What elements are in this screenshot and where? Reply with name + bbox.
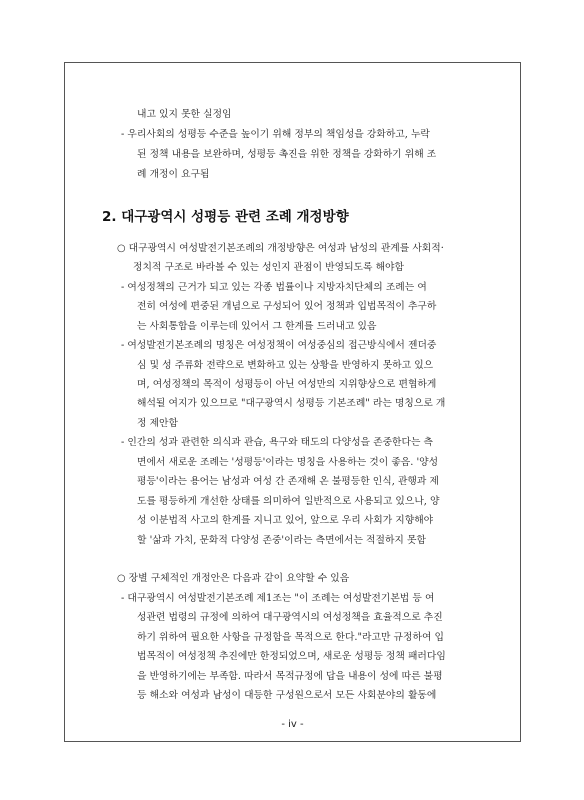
dash-item: - 여성정책의 근거가 되고 있는 각종 법률이나 지방자치단체의 조례는 여: [121, 282, 427, 293]
page-frame: [64, 62, 521, 742]
text-line: 해석될 여지가 있으므로 "대구광역시 성평등 기본조례" 라는 명칭으로 개: [137, 398, 446, 409]
text-line: 정 제안함: [137, 418, 178, 429]
section-heading: 2. 대구광역시 성평등 관련 조례 개정방향: [102, 209, 349, 225]
text-line: 내고 있지 못한 실정임: [137, 109, 232, 120]
text-line: - 우리사회의 성평등 수준을 높이기 위해 정부의 책임성을 강화하고, 누락: [121, 129, 430, 140]
text-line: 례 개정이 요구됨: [137, 169, 210, 180]
page-number: - iv -: [281, 719, 304, 730]
text-line: 정치적 구조로 바라볼 수 있는 성인지 관점이 반영되도록 해야함: [133, 262, 404, 273]
text-line: 심 및 성 주류화 전략으로 변화하고 있는 상황을 반영하지 못하고 있으: [137, 360, 434, 371]
text-line: 성관련 법령의 규정에 의하여 대구광역시의 여성정책을 효율적으로 추진: [137, 612, 443, 623]
text-line: 평등'이라는 용어는 남성과 여성 간 존재해 온 불평등한 인식, 관행과 제: [137, 476, 439, 487]
dash-item: - 대구광역시 여성발전기본조례 제1조는 "이 조례는 여성발전기본법 등 여: [121, 593, 435, 604]
text-line: 는 사회통합을 이루는데 있어서 그 한계를 드러내고 있음: [137, 321, 377, 332]
bullet-paragraph: ○ 장별 구체적인 개정안은 다음과 같이 요약할 수 있음: [117, 573, 350, 584]
text-line: 전히 여성에 편중된 개념으로 구성되어 있어 정책과 입법목적이 추구하: [137, 301, 437, 312]
text-line: 며, 여성정책의 목적이 성평등이 아닌 여성만의 지위향상으로 편협하게: [137, 379, 437, 390]
text-line: 을 반영하기에는 부족함. 따라서 목적규정에 답을 내용이 성에 따른 불평: [137, 671, 443, 682]
text-line: 된 정책 내용을 보완하며, 성평등 촉진을 위한 정책을 강화하기 위해 조: [137, 149, 437, 160]
text-line: 법목적이 여성정책 추진에만 한정되었으며, 새로운 성평등 정책 패러다임: [137, 651, 446, 662]
dash-item: - 여성발전기본조례의 명칭은 여성정책이 여성중심의 접근방식에서 젠더중: [121, 340, 437, 351]
text-line: 할 '삶과 가치, 문화적 다양성 존중'이라는 측면에서는 적절하지 못함: [137, 535, 426, 546]
text-line: 도를 평등하게 개선한 상태를 의미하여 일반적으로 사용되고 있으나, 양: [137, 496, 440, 507]
text-line: 면에서 새로운 조례는 '성평등'이라는 명칭을 사용하는 것이 좋음. '양성: [137, 457, 439, 468]
text-line: 하기 위하여 필요한 사항을 규정함을 목적으로 한다."라고만 규정하여 입: [137, 632, 444, 643]
text-line: 성 이분법적 사고의 한계를 지니고 있어, 앞으로 우리 사회가 지향해야: [137, 515, 434, 526]
dash-item: - 인간의 성과 관련한 의식과 관습, 욕구와 태도의 다양성을 존중한다는 측: [121, 437, 434, 448]
text-line: 등 해소와 여성과 남성이 대등한 구성원으로서 모든 사회분야의 활동에: [137, 690, 437, 701]
bullet-paragraph: ○ 대구광역시 여성발전기본조례의 개정방향은 여성과 남성의 관계를 사회적·: [117, 243, 444, 254]
